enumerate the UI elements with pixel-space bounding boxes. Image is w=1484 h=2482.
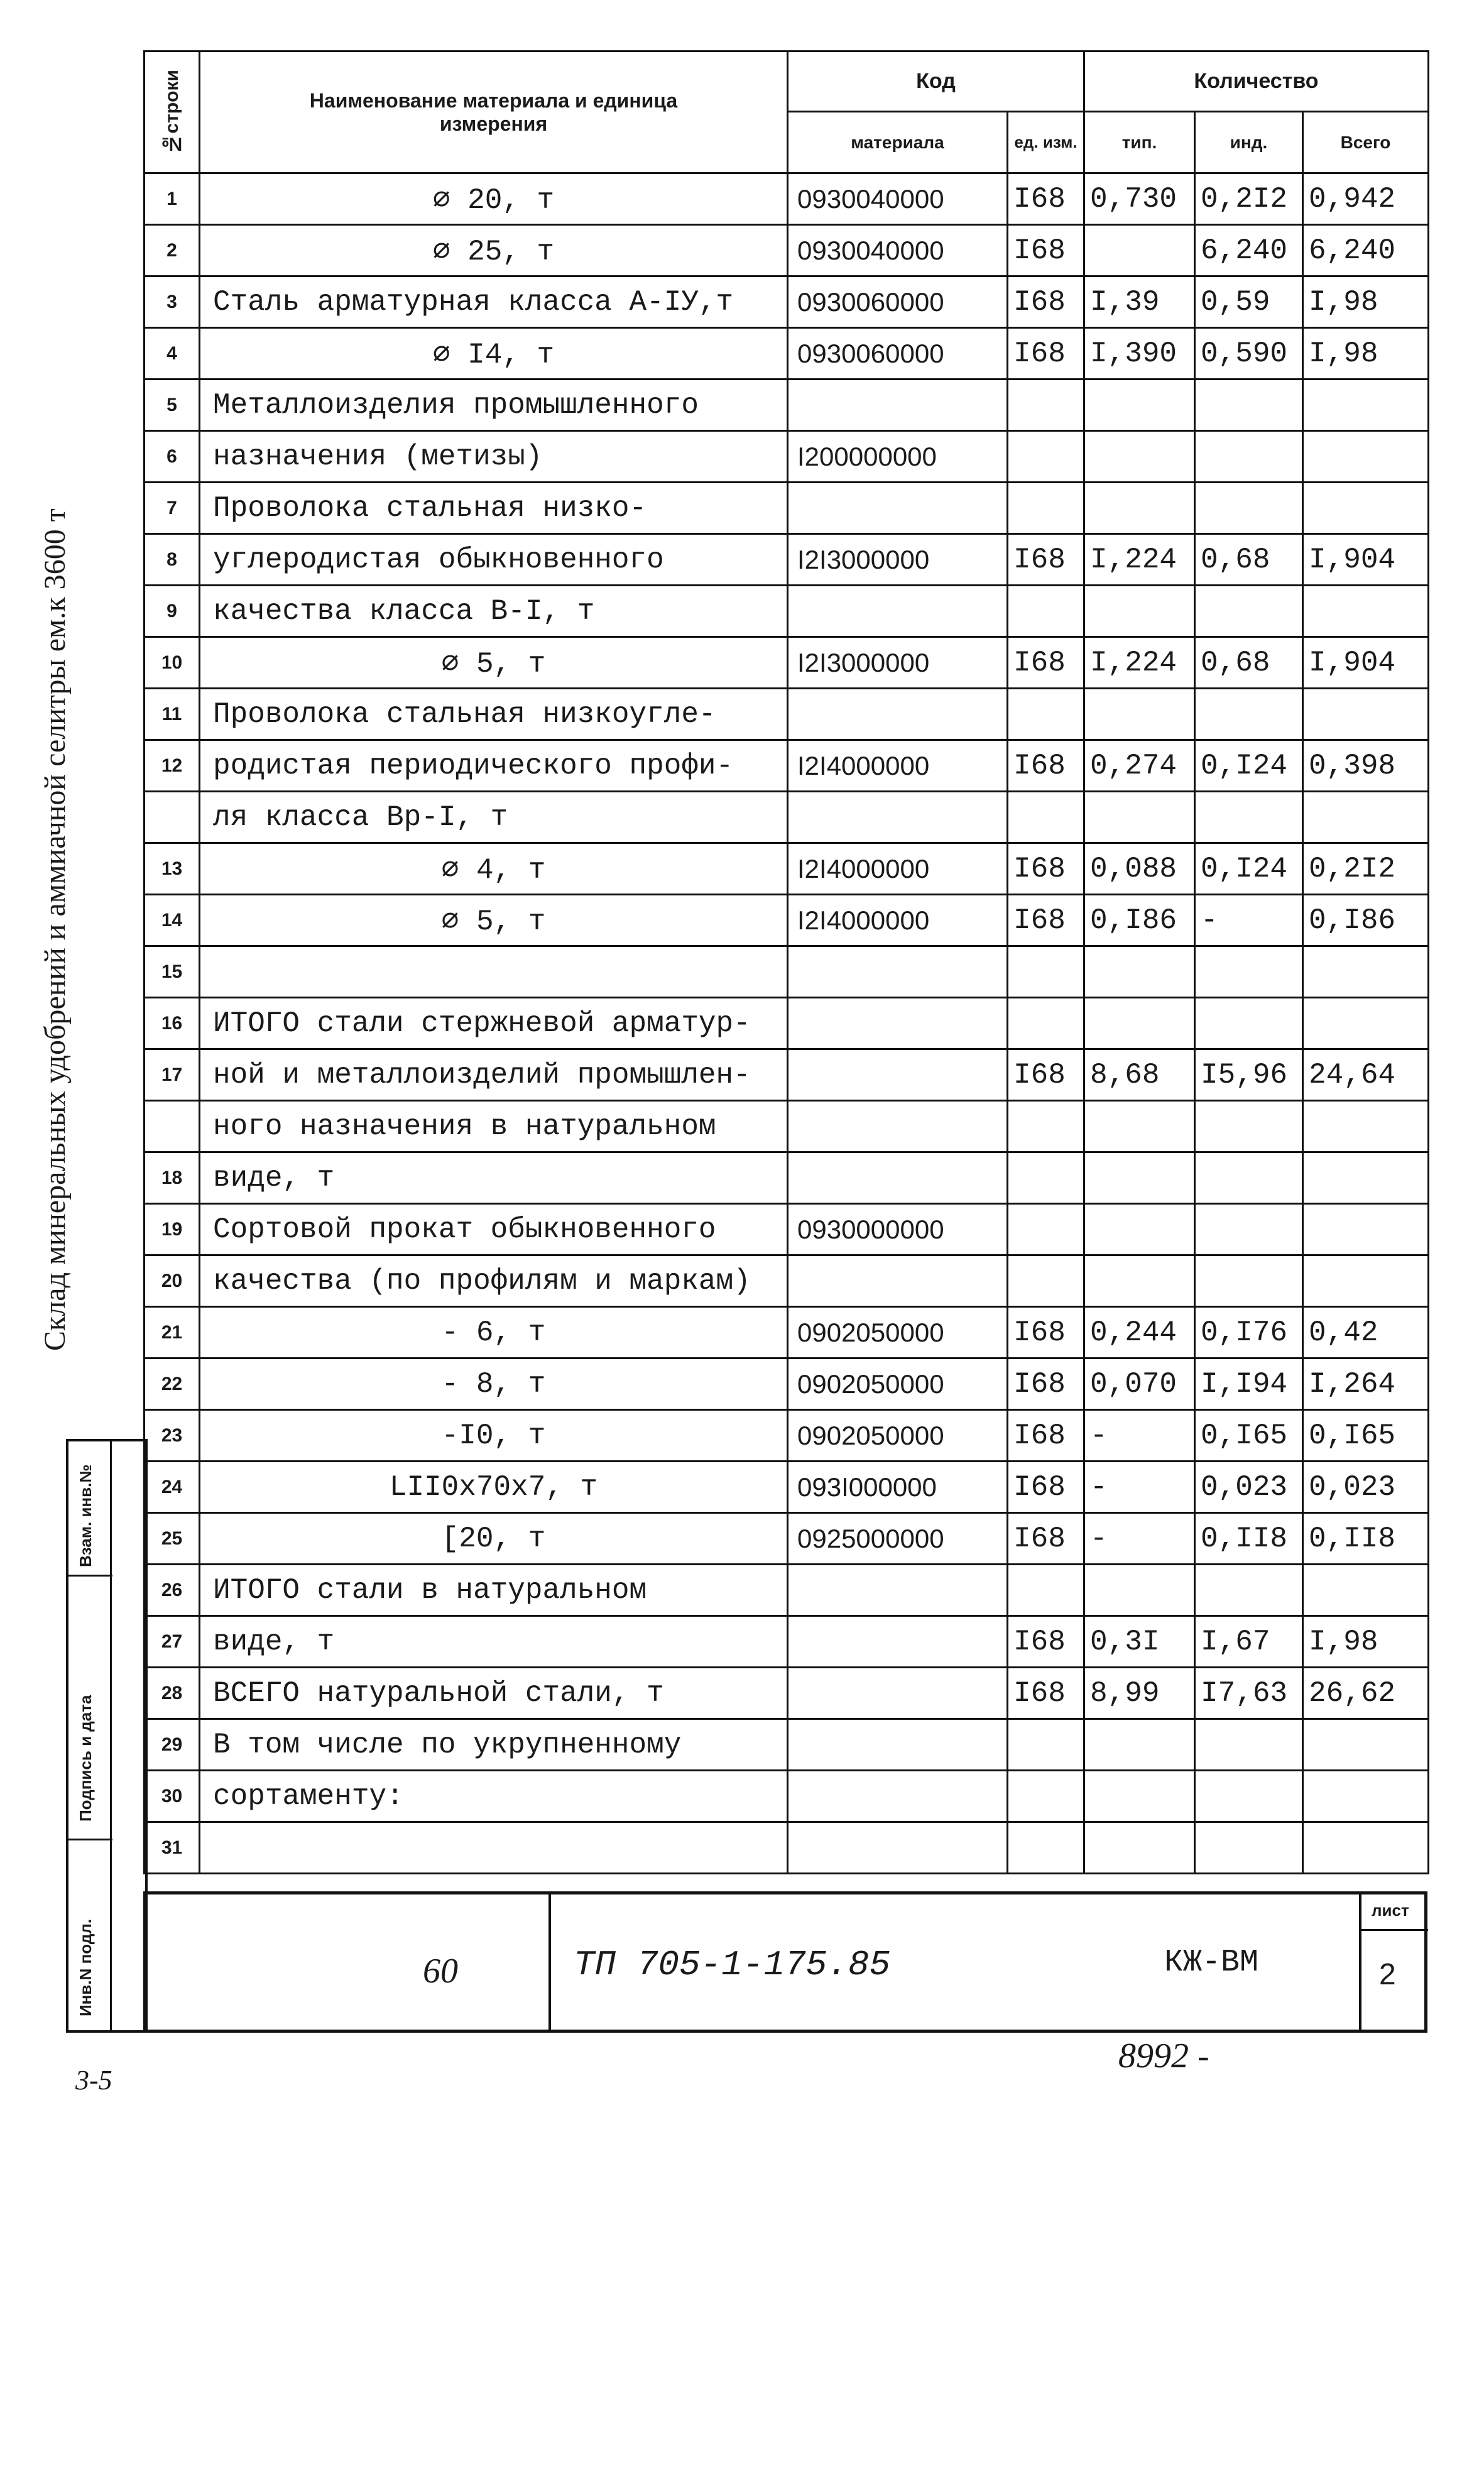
material-code [788, 946, 1008, 998]
material-code: I2I3000000 [788, 637, 1008, 689]
table-row [145, 1410, 1429, 1462]
qty-ind [1195, 998, 1303, 1049]
row-number: 25 [145, 1513, 200, 1565]
row-number: 31 [145, 1822, 200, 1874]
qty-total: I,904 [1303, 534, 1429, 586]
qty-typ [1084, 689, 1195, 740]
qty-total [1303, 1771, 1429, 1822]
qty-ind: 0,590 [1195, 328, 1303, 380]
row-number: 22 [145, 1359, 200, 1410]
row-number: 16 [145, 998, 200, 1049]
qty-ind: I7,63 [1195, 1668, 1303, 1719]
row-number: 14 [145, 895, 200, 946]
qty-ind: 0,II8 [1195, 1513, 1303, 1565]
table-row [145, 792, 1429, 843]
header-code-unit: ед. изм. [1008, 112, 1084, 173]
qty-typ [1084, 380, 1195, 431]
unit-code [1008, 1771, 1084, 1822]
table-row [145, 1616, 1429, 1668]
qty-total: 26,62 [1303, 1668, 1429, 1719]
material-code: 0930040000 [788, 173, 1008, 225]
table-row [145, 895, 1429, 946]
row-number: 11 [145, 689, 200, 740]
row-number [145, 792, 200, 843]
qty-ind [1195, 1101, 1303, 1152]
qty-typ [1084, 998, 1195, 1049]
qty-typ: - [1084, 1410, 1195, 1462]
qty-typ [1084, 1255, 1195, 1307]
table-row [145, 1255, 1429, 1307]
qty-total: I,98 [1303, 328, 1429, 380]
qty-ind [1195, 1255, 1303, 1307]
material-code: 093I000000 [788, 1462, 1008, 1513]
unit-code: I68 [1008, 225, 1084, 276]
qty-ind: 0,I65 [1195, 1410, 1303, 1462]
row-number: 3 [145, 276, 200, 328]
qty-ind [1195, 380, 1303, 431]
material-name: Сталь арматурная класса А-IУ,т [200, 276, 788, 328]
qty-typ [1084, 1771, 1195, 1822]
qty-total [1303, 1101, 1429, 1152]
table-row [145, 740, 1429, 792]
material-code: I2I4000000 [788, 895, 1008, 946]
qty-ind: I5,96 [1195, 1049, 1303, 1101]
stamp-cell-inv-orig [68, 1840, 112, 2032]
unit-code [1008, 946, 1084, 998]
qty-total [1303, 1565, 1429, 1616]
material-code [788, 1822, 1008, 1874]
unit-code: I68 [1008, 1462, 1084, 1513]
table-row [145, 946, 1429, 998]
row-number: 6 [145, 431, 200, 483]
stamp-inv-orig: Инв.N подл. [76, 1918, 95, 2016]
materials-table [143, 50, 1429, 1874]
material-name [200, 1822, 788, 1874]
material-name: Металлоизделия промышленного [200, 380, 788, 431]
material-code [788, 1616, 1008, 1668]
material-name: виде, т [200, 1616, 788, 1668]
material-name: LII0x70x7, т [200, 1462, 788, 1513]
qty-typ [1084, 792, 1195, 843]
qty-total: 24,64 [1303, 1049, 1429, 1101]
bottom-note-left: 3-5 [75, 2065, 112, 2096]
material-name: ля класса Вр-I, т [200, 792, 788, 843]
qty-ind: - [1195, 895, 1303, 946]
material-code: I200000000 [788, 431, 1008, 483]
unit-code [1008, 1204, 1084, 1255]
table-row [145, 1049, 1429, 1101]
table-row [145, 1359, 1429, 1410]
qty-typ [1084, 483, 1195, 534]
qty-ind [1195, 946, 1303, 998]
material-code [788, 1719, 1008, 1771]
unit-code [1008, 792, 1084, 843]
table-row [145, 328, 1429, 380]
table-row [145, 380, 1429, 431]
qty-ind: 0,023 [1195, 1462, 1303, 1513]
qty-typ: I,39 [1084, 276, 1195, 328]
title-block-divider [1359, 1894, 1361, 2030]
project-code: ТП 705-1-175.85 [574, 1945, 891, 1985]
unit-code: I68 [1008, 1616, 1084, 1668]
qty-typ: 0,3I [1084, 1616, 1195, 1668]
qty-total [1303, 1204, 1429, 1255]
material-name: - 6, т [200, 1307, 788, 1359]
material-name: Сортовой прокат обыкновенного [200, 1204, 788, 1255]
table-row [145, 998, 1429, 1049]
qty-typ: I,224 [1084, 534, 1195, 586]
table-row [145, 1462, 1429, 1513]
qty-total [1303, 1255, 1429, 1307]
table-row [145, 173, 1429, 225]
qty-ind: 0,I24 [1195, 740, 1303, 792]
unit-code [1008, 689, 1084, 740]
unit-code [1008, 1719, 1084, 1771]
unit-code [1008, 380, 1084, 431]
qty-total: I,264 [1303, 1359, 1429, 1410]
table-row [145, 1307, 1429, 1359]
qty-ind [1195, 431, 1303, 483]
row-number: 28 [145, 1668, 200, 1719]
qty-total [1303, 1152, 1429, 1204]
material-name: В том числе по укрупненному [200, 1719, 788, 1771]
qty-ind [1195, 689, 1303, 740]
unit-code: I68 [1008, 173, 1084, 225]
table-row [145, 1152, 1429, 1204]
material-name: сортаменту: [200, 1771, 788, 1822]
row-number: 8 [145, 534, 200, 586]
qty-total: 0,398 [1303, 740, 1429, 792]
qty-ind: I,I94 [1195, 1359, 1303, 1410]
qty-ind: I,67 [1195, 1616, 1303, 1668]
unit-code [1008, 998, 1084, 1049]
material-code: 0930060000 [788, 276, 1008, 328]
qty-ind [1195, 1565, 1303, 1616]
qty-typ [1084, 946, 1195, 998]
table-row [145, 1565, 1429, 1616]
material-name: родистая периодического профи- [200, 740, 788, 792]
row-number: 24 [145, 1462, 200, 1513]
row-number: 21 [145, 1307, 200, 1359]
material-code [788, 483, 1008, 534]
material-name: ИТОГО стали стержневой арматур- [200, 998, 788, 1049]
material-name: -I0, т [200, 1410, 788, 1462]
material-code [788, 1668, 1008, 1719]
table-row [145, 1771, 1429, 1822]
material-name: [20, т [200, 1513, 788, 1565]
table-row [145, 586, 1429, 637]
material-name: ∅ 5, т [200, 895, 788, 946]
material-name: ∅ 5, т [200, 637, 788, 689]
qty-typ: - [1084, 1513, 1195, 1565]
row-number: 17 [145, 1049, 200, 1101]
material-code [788, 1152, 1008, 1204]
header-code-material: материала [788, 112, 1008, 173]
title-block-divider [548, 1894, 551, 2030]
unit-code: I68 [1008, 895, 1084, 946]
material-name: Проволока стальная низко- [200, 483, 788, 534]
material-code: I2I4000000 [788, 740, 1008, 792]
qty-typ: 8,99 [1084, 1668, 1195, 1719]
unit-code: I68 [1008, 740, 1084, 792]
unit-code [1008, 1152, 1084, 1204]
table-header [145, 52, 1429, 173]
material-name: Проволока стальная низкоугле- [200, 689, 788, 740]
unit-code [1008, 1101, 1084, 1152]
row-number: 5 [145, 380, 200, 431]
qty-ind: 0,68 [1195, 534, 1303, 586]
qty-total [1303, 998, 1429, 1049]
qty-typ [1084, 586, 1195, 637]
table-row [145, 1668, 1429, 1719]
qty-typ: 0,070 [1084, 1359, 1195, 1410]
qty-total [1303, 431, 1429, 483]
stamp-replace-inv: Взам. инв.№ [76, 1464, 95, 1567]
row-number: 27 [145, 1616, 200, 1668]
header-qty-typ: тип. [1084, 112, 1195, 173]
table-row [145, 483, 1429, 534]
unit-code: I68 [1008, 843, 1084, 895]
sheet-label: лист [1372, 1901, 1409, 1920]
qty-typ: 0,I86 [1084, 895, 1195, 946]
table-row [145, 689, 1429, 740]
qty-total: 0,023 [1303, 1462, 1429, 1513]
table-body [145, 173, 1429, 1874]
material-name: ∅ 4, т [200, 843, 788, 895]
row-number: 10 [145, 637, 200, 689]
qty-ind [1195, 1719, 1303, 1771]
material-code: I2I4000000 [788, 843, 1008, 895]
row-number: 4 [145, 328, 200, 380]
table-row [145, 534, 1429, 586]
title-block [143, 1891, 1427, 2033]
qty-typ: 0,244 [1084, 1307, 1195, 1359]
title-number: 60 [423, 1952, 458, 1991]
qty-ind [1195, 792, 1303, 843]
qty-typ [1084, 1204, 1195, 1255]
stamp-cell-sign-date [68, 1577, 112, 1840]
material-code: 0925000000 [788, 1513, 1008, 1565]
qty-total: I,98 [1303, 276, 1429, 328]
qty-total [1303, 1822, 1429, 1874]
unit-code: I68 [1008, 276, 1084, 328]
row-number [145, 1101, 200, 1152]
row-number: 2 [145, 225, 200, 276]
qty-total: 0,II8 [1303, 1513, 1429, 1565]
qty-total: 0,942 [1303, 173, 1429, 225]
qty-total [1303, 483, 1429, 534]
unit-code: I68 [1008, 637, 1084, 689]
qty-ind: 0,59 [1195, 276, 1303, 328]
row-number: 30 [145, 1771, 200, 1822]
title-block-divider [1359, 1929, 1428, 1931]
qty-typ [1084, 1152, 1195, 1204]
table-row [145, 225, 1429, 276]
material-name: ной и металлоизделий промышлен- [200, 1049, 788, 1101]
material-code [788, 1049, 1008, 1101]
header-quantity: Количество [1084, 52, 1429, 112]
qty-total: 0,2I2 [1303, 843, 1429, 895]
qty-ind [1195, 586, 1303, 637]
qty-typ [1084, 1719, 1195, 1771]
qty-total: 0,I86 [1303, 895, 1429, 946]
qty-ind: 0,2I2 [1195, 173, 1303, 225]
material-name: углеродистая обыкновенного [200, 534, 788, 586]
header-row-no: №строки [145, 52, 200, 173]
material-code [788, 586, 1008, 637]
row-number: 1 [145, 173, 200, 225]
row-number: 15 [145, 946, 200, 998]
left-stamp-column [66, 1439, 148, 2033]
bottom-note-right: 8992 - [1118, 2036, 1209, 2075]
unit-code: I68 [1008, 1410, 1084, 1462]
material-code [788, 1255, 1008, 1307]
material-name [200, 946, 788, 998]
unit-code: I68 [1008, 1513, 1084, 1565]
qty-typ: 0,730 [1084, 173, 1195, 225]
material-code [788, 1565, 1008, 1616]
qty-typ [1084, 1822, 1195, 1874]
qty-total: 6,240 [1303, 225, 1429, 276]
unit-code [1008, 483, 1084, 534]
material-name: ∅ I4, т [200, 328, 788, 380]
qty-ind [1195, 1822, 1303, 1874]
qty-total [1303, 380, 1429, 431]
material-name: виде, т [200, 1152, 788, 1204]
material-code: 0902050000 [788, 1410, 1008, 1462]
table-row [145, 276, 1429, 328]
material-code: 0930040000 [788, 225, 1008, 276]
qty-typ [1084, 1101, 1195, 1152]
qty-ind: 0,I24 [1195, 843, 1303, 895]
unit-code [1008, 1822, 1084, 1874]
header-qty-ind: инд. [1195, 112, 1303, 173]
unit-code [1008, 1255, 1084, 1307]
qty-typ: - [1084, 1462, 1195, 1513]
sheet-code: КЖ-ВМ [1164, 1945, 1259, 1981]
qty-typ: I,390 [1084, 328, 1195, 380]
row-number: 9 [145, 586, 200, 637]
qty-total [1303, 586, 1429, 637]
row-number: 19 [145, 1204, 200, 1255]
table-row [145, 1513, 1429, 1565]
material-name: ∅ 25, т [200, 225, 788, 276]
row-number: 7 [145, 483, 200, 534]
material-code: 0902050000 [788, 1359, 1008, 1410]
stamp-sign-date: Подпись и дата [76, 1695, 95, 1822]
side-caption-text: Склад минеральных удобрений и аммиачной селитры ем.к 3600 т [38, 508, 72, 1351]
material-name: назначения (метизы) [200, 431, 788, 483]
qty-ind: 6,240 [1195, 225, 1303, 276]
row-number: 18 [145, 1152, 200, 1204]
material-code: 0902050000 [788, 1307, 1008, 1359]
qty-typ [1084, 1565, 1195, 1616]
row-number: 29 [145, 1719, 200, 1771]
table-row [145, 637, 1429, 689]
unit-code: I68 [1008, 328, 1084, 380]
row-number: 26 [145, 1565, 200, 1616]
qty-total [1303, 792, 1429, 843]
qty-total [1303, 946, 1429, 998]
qty-typ: 8,68 [1084, 1049, 1195, 1101]
header-qty-total: Всего [1303, 112, 1429, 173]
table-row [145, 1822, 1429, 1874]
qty-ind: 0,68 [1195, 637, 1303, 689]
row-number: 23 [145, 1410, 200, 1462]
qty-ind: 0,I76 [1195, 1307, 1303, 1359]
material-name: качества класса В-I, т [200, 586, 788, 637]
unit-code [1008, 586, 1084, 637]
qty-total [1303, 689, 1429, 740]
material-code: 0930060000 [788, 328, 1008, 380]
qty-total: 0,I65 [1303, 1410, 1429, 1462]
qty-typ [1084, 431, 1195, 483]
qty-total: I,904 [1303, 637, 1429, 689]
qty-ind [1195, 1771, 1303, 1822]
table-row [145, 1719, 1429, 1771]
material-name: ного назначения в натуральном [200, 1101, 788, 1152]
qty-ind [1195, 1152, 1303, 1204]
material-name: ИТОГО стали в натуральном [200, 1565, 788, 1616]
qty-total: 0,42 [1303, 1307, 1429, 1359]
material-name: качества (по профилям и маркам) [200, 1255, 788, 1307]
table-row [145, 1204, 1429, 1255]
qty-typ [1084, 225, 1195, 276]
table-row [145, 843, 1429, 895]
unit-code [1008, 431, 1084, 483]
material-name: ∅ 20, т [200, 173, 788, 225]
unit-code: I68 [1008, 1307, 1084, 1359]
qty-ind [1195, 483, 1303, 534]
material-name: - 8, т [200, 1359, 788, 1410]
material-code [788, 1771, 1008, 1822]
material-code [788, 792, 1008, 843]
table-row [145, 431, 1429, 483]
header-name: Наименование материала и единица измерения [200, 52, 788, 173]
row-number: 13 [145, 843, 200, 895]
stamp-cell-replace-inv [68, 1441, 112, 1577]
qty-total [1303, 1719, 1429, 1771]
unit-code: I68 [1008, 534, 1084, 586]
qty-ind [1195, 1204, 1303, 1255]
unit-code: I68 [1008, 1668, 1084, 1719]
material-code: I2I3000000 [788, 534, 1008, 586]
material-code [788, 998, 1008, 1049]
table-row [145, 1101, 1429, 1152]
material-code [788, 689, 1008, 740]
material-code [788, 1101, 1008, 1152]
header-code: Код [788, 52, 1084, 112]
material-code: 0930000000 [788, 1204, 1008, 1255]
unit-code: I68 [1008, 1049, 1084, 1101]
material-name: ВСЕГО натуральной стали, т [200, 1668, 788, 1719]
material-code [788, 380, 1008, 431]
unit-code: I68 [1008, 1359, 1084, 1410]
qty-typ: I,224 [1084, 637, 1195, 689]
row-number: 12 [145, 740, 200, 792]
qty-total: I,98 [1303, 1616, 1429, 1668]
qty-typ: 0,274 [1084, 740, 1195, 792]
sheet-number: 2 [1379, 1958, 1396, 1991]
qty-typ: 0,088 [1084, 843, 1195, 895]
unit-code [1008, 1565, 1084, 1616]
row-number: 20 [145, 1255, 200, 1307]
